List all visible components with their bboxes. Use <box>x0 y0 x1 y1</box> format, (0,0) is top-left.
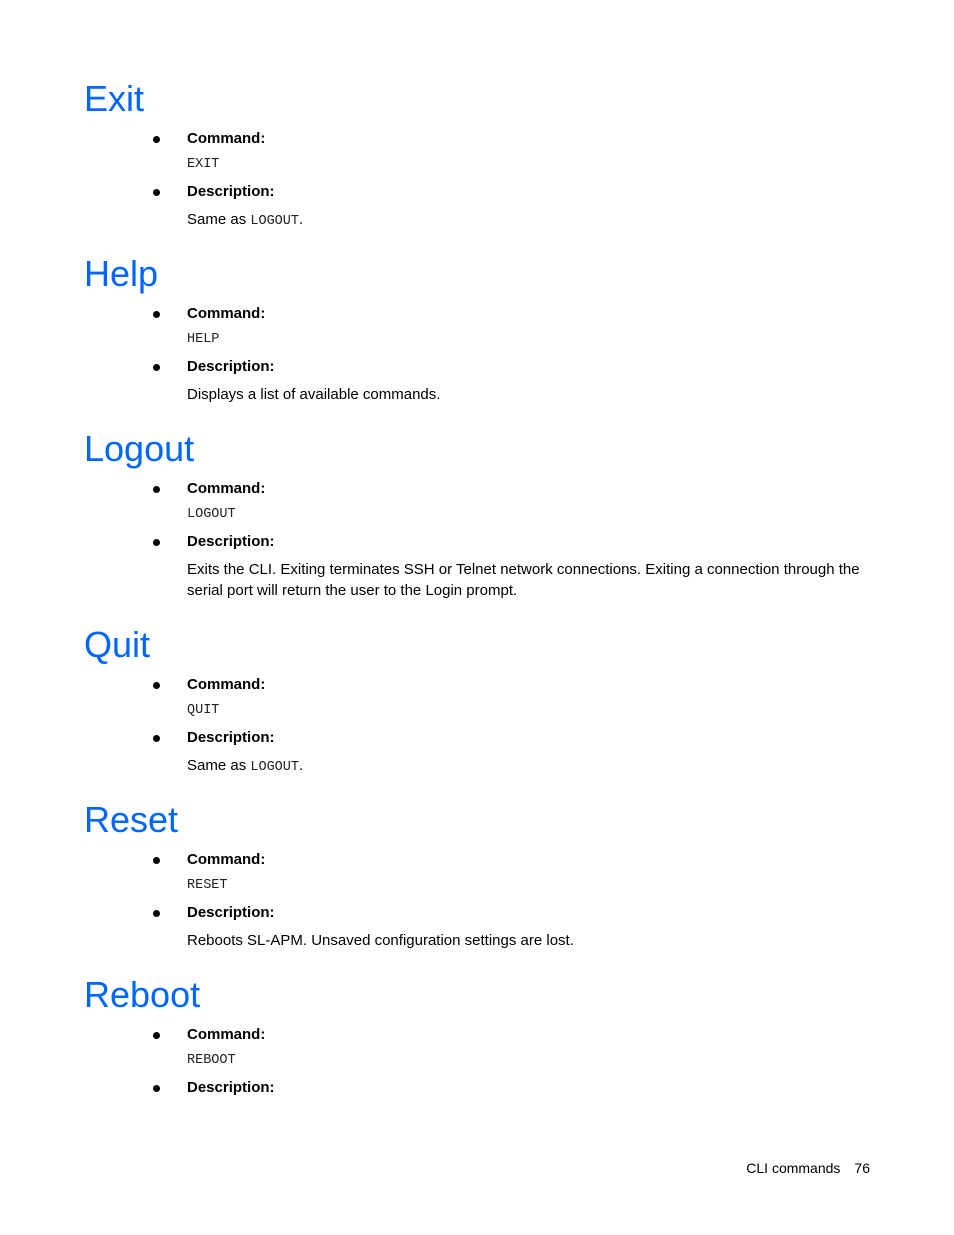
bullet-icon <box>153 311 160 318</box>
command-code: LOGOUT <box>187 507 236 522</box>
description-text: Displays a list of available commands. <box>187 386 441 403</box>
footer-section-name: CLI commands <box>746 1160 841 1176</box>
description-prefix: Same as <box>187 211 251 228</box>
bullet-icon <box>153 364 160 371</box>
description-code: LOGOUT <box>250 760 299 775</box>
bullet-icon <box>153 682 160 689</box>
command-code: RESET <box>187 878 228 893</box>
description-label: Description: <box>187 358 275 375</box>
command-label: Command: <box>187 305 266 322</box>
description-prefix: Same as <box>187 757 251 774</box>
description-text: Exits the CLI. Exiting terminates SSH or Telnet network connections. Exiting a connection through the serial port will return the user to the Login prompt. <box>187 561 860 599</box>
command-label: Command: <box>187 851 266 868</box>
description-label: Description: <box>187 183 275 200</box>
bullet-icon <box>153 1032 160 1039</box>
section-heading: Exit <box>84 78 145 119</box>
section-heading: Reboot <box>84 974 201 1015</box>
description-code: LOGOUT <box>250 214 299 229</box>
bullet-icon <box>153 1085 160 1092</box>
command-code: HELP <box>187 332 220 347</box>
description-text <box>187 755 877 778</box>
bullet-icon <box>153 910 160 917</box>
section-heading: Quit <box>84 624 151 665</box>
section-heading: Help <box>84 253 159 294</box>
command-label: Command: <box>187 130 266 147</box>
description-label: Description: <box>187 533 275 550</box>
bullet-icon <box>153 486 160 493</box>
description-text: Reboots SL-APM. Unsaved configuration settings are lost. <box>187 932 574 949</box>
description-label: Description: <box>187 729 275 746</box>
description-text <box>187 209 877 232</box>
bullet-icon <box>153 857 160 864</box>
description-suffix: . <box>298 211 304 228</box>
bullet-icon <box>153 136 160 143</box>
section-heading: Reset <box>84 799 179 840</box>
description-label: Description: <box>187 904 275 921</box>
bullet-icon <box>153 189 160 196</box>
command-label: Command: <box>187 676 266 693</box>
section-heading: Logout <box>84 428 195 469</box>
command-label: Command: <box>187 480 266 497</box>
command-label: Command: <box>187 1026 266 1043</box>
bullet-icon <box>153 539 160 546</box>
command-code: EXIT <box>187 157 220 172</box>
description-label: Description: <box>187 1079 275 1096</box>
page-footer <box>746 1158 870 1178</box>
bullet-icon <box>153 735 160 742</box>
command-code: REBOOT <box>187 1053 236 1068</box>
page-number: 76 <box>854 1160 870 1176</box>
description-suffix: . <box>298 757 304 774</box>
command-code: QUIT <box>187 703 220 718</box>
